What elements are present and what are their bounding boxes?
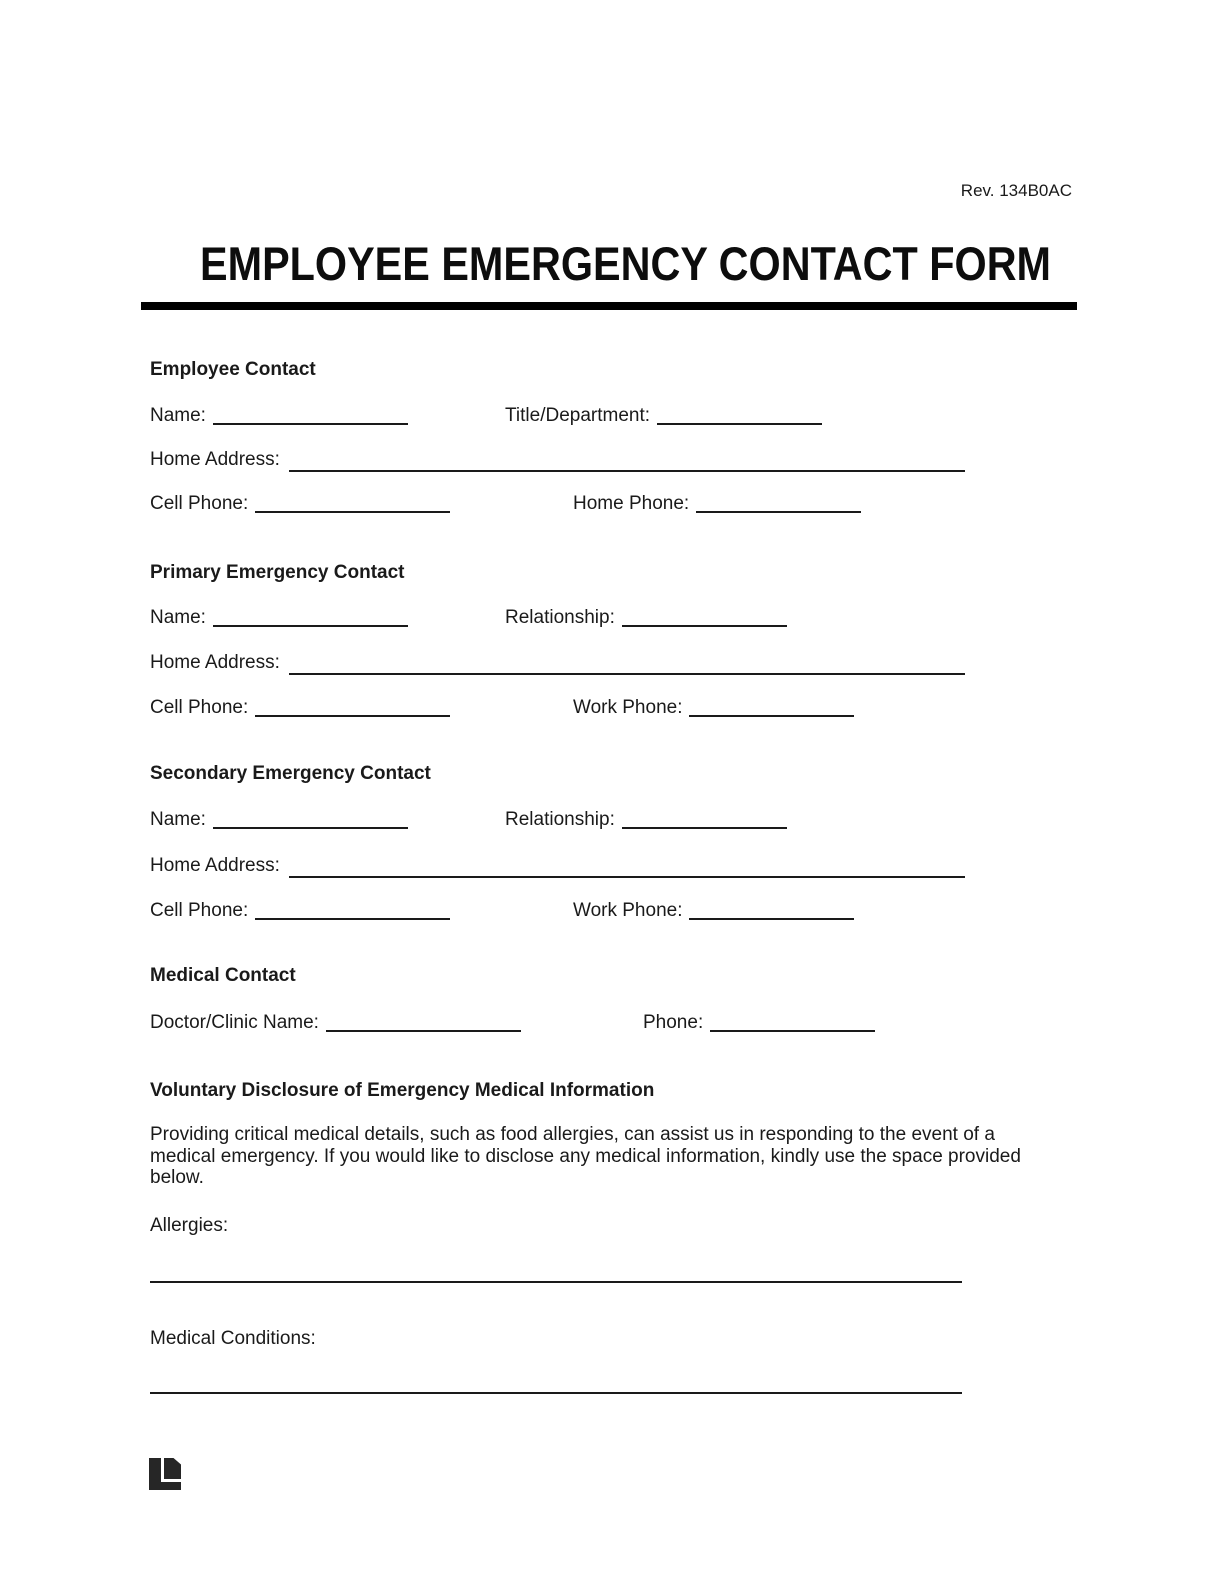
medical-phone-field[interactable] — [710, 1030, 875, 1032]
secondary-phone-row — [150, 899, 965, 925]
revision-label: Rev. 134B0AC — [960, 181, 1072, 200]
primary-home-address-field[interactable] — [289, 673, 965, 675]
employee-home-phone-field[interactable] — [696, 511, 861, 513]
primary-relationship-field[interactable] — [622, 625, 787, 627]
primary-cell-phone-field[interactable] — [255, 715, 450, 717]
title-rule — [141, 302, 1077, 310]
employee-cell-phone-label: Cell Phone: — [150, 493, 249, 514]
allergies-label: Allergies: — [150, 1215, 229, 1236]
secondary-home-address-field[interactable] — [289, 876, 965, 878]
secondary-name-label: Name: — [150, 809, 206, 830]
medical-conditions-label: Medical Conditions: — [150, 1328, 316, 1349]
primary-cell-phone-label: Cell Phone: — [150, 697, 249, 718]
primary-name-row — [150, 606, 965, 632]
primary-name-label: Name: — [150, 607, 206, 628]
logo-icon — [149, 1458, 181, 1490]
secondary-work-phone-field[interactable] — [689, 918, 854, 920]
allergies-field[interactable] — [150, 1281, 962, 1283]
employee-cell-phone-field[interactable] — [255, 511, 450, 513]
employee-title-department-label: Title/Department: — [505, 405, 651, 426]
medical-doctor-clinic-name-field[interactable] — [326, 1030, 521, 1032]
employee-home-phone-label: Home Phone: — [573, 493, 690, 514]
medical-contact-row — [150, 1011, 965, 1037]
medical-conditions-field[interactable] — [150, 1392, 962, 1394]
section-heading-primary-emergency-contact: Primary Emergency Contact — [150, 562, 405, 583]
medical-phone-label: Phone: — [643, 1012, 704, 1033]
employee-name-label: Name: — [150, 405, 206, 426]
secondary-work-phone-label: Work Phone: — [573, 900, 683, 921]
section-heading-employee-contact: Employee Contact — [150, 359, 316, 380]
page-title-text: EMPLOYEE EMERGENCY CONTACT FORM — [200, 237, 1052, 290]
secondary-name-field[interactable] — [213, 827, 408, 829]
primary-home-address-row — [150, 651, 965, 677]
disclosure-paragraph: Providing critical medical details, such as food allergies, can assist us in responding to the event of a medical emergency. If you would like to disclose any medical information, kindly use the space provided below. — [150, 1124, 1021, 1188]
section-heading-voluntary-disclosure: Voluntary Disclosure of Emergency Medical Information — [150, 1080, 655, 1101]
secondary-home-address-label: Home Address: — [150, 855, 280, 876]
secondary-cell-phone-label: Cell Phone: — [150, 900, 249, 921]
secondary-relationship-field[interactable] — [622, 827, 787, 829]
section-heading-secondary-emergency-contact: Secondary Emergency Contact — [150, 763, 431, 784]
medical-doctor-clinic-name-label: Doctor/Clinic Name: — [150, 1012, 319, 1033]
employee-title-department-field[interactable] — [657, 423, 822, 425]
employee-home-address-row — [150, 448, 965, 474]
secondary-cell-phone-field[interactable] — [255, 918, 450, 920]
primary-work-phone-label: Work Phone: — [573, 697, 683, 718]
secondary-relationship-label: Relationship: — [505, 809, 615, 830]
employee-home-address-field[interactable] — [289, 470, 965, 472]
primary-home-address-label: Home Address: — [150, 652, 280, 673]
employee-name-field[interactable] — [213, 423, 408, 425]
primary-relationship-label: Relationship: — [505, 607, 615, 628]
primary-phone-row — [150, 696, 965, 722]
employee-name-row — [150, 404, 965, 430]
employee-phone-row — [150, 492, 965, 518]
primary-work-phone-field[interactable] — [689, 715, 854, 717]
employee-home-address-label: Home Address: — [150, 449, 280, 470]
section-heading-medical-contact: Medical Contact — [150, 965, 296, 986]
legal-templates-logo — [149, 1458, 181, 1490]
primary-name-field[interactable] — [213, 625, 408, 627]
secondary-name-row — [150, 808, 965, 834]
page-title — [142, 236, 1074, 291]
secondary-home-address-row — [150, 854, 965, 880]
